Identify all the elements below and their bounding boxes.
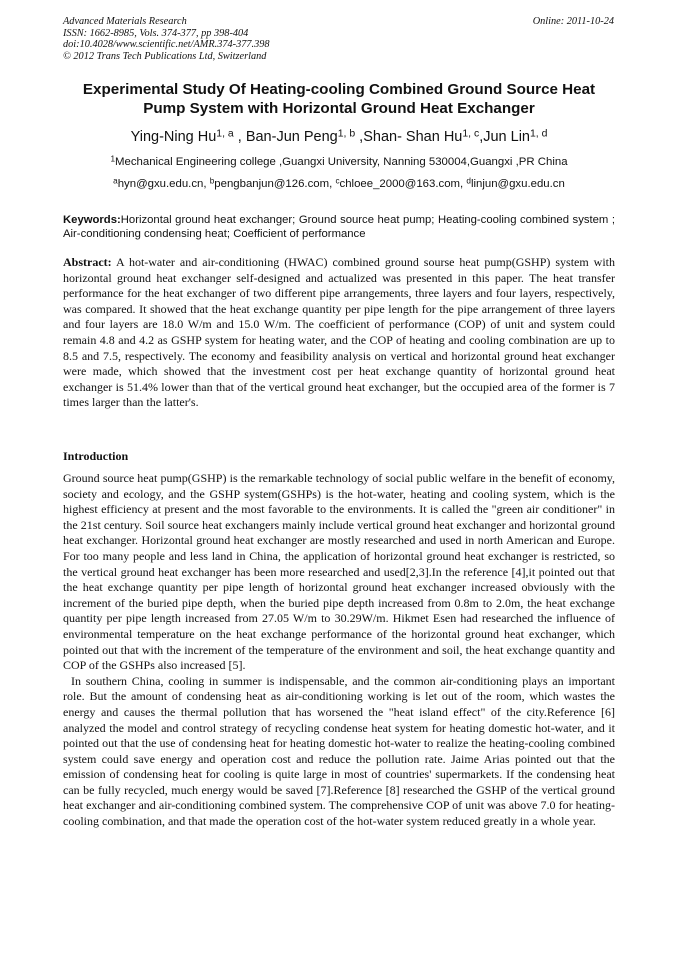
doi-line: doi:10.4028/www.scientific.net/AMR.374-377.398 <box>63 39 270 51</box>
email-superscript: b <box>209 176 215 186</box>
author-superscript: 1, d <box>529 128 548 140</box>
abstract-text: A hot-water and air-conditioning (HWAC) combined ground sourse heat pump(GSHP) system with horizontal ground heat exchanger self-designed and actualized was presented in this paper. The heat transfer performance for the heat exchanger of two different pipe arrangements, three layers and four layers, respectively, was compared. It showed that the heat exchange quantity per pipe length for the pipe arrangement of three layers and four layers are 18.0 W/m and 15.0 W/m. The coefficient of performance (COP) of unit and system could remain 4.8 and 4.2 as GSHP system for heating water, and the COP of heating and cooling combination are up to 8.5 and 7.5, respectively. The economy and feasibility analysis on vertical and horizontal ground heat exchanger were made, which showed that the investment cost per heat exchange quantity of horizontal ground heat exchanger is 51.4% lower than that of the vertical ground heat exchanger, but the occupied area of the former is 7 times larger than the latter's. <box>63 255 615 410</box>
author-superscript: 1, c <box>462 128 480 140</box>
keywords-block <box>63 213 615 241</box>
copyright-line: © 2012 Trans Tech Publications Ltd, Switzerland <box>63 50 267 62</box>
introduction-heading: Introduction <box>63 449 129 463</box>
email-superscript: a <box>113 176 118 186</box>
email-link[interactable]: hyn@gxu.edu.cn <box>117 178 204 190</box>
email-superscript: c <box>335 176 340 186</box>
email-separator: , <box>203 178 210 190</box>
introduction-body <box>63 471 615 830</box>
keywords-label: Keywords: <box>63 214 121 226</box>
email-link[interactable]: chloee_2000@163.com <box>339 178 461 190</box>
abstract-block <box>63 255 615 411</box>
issn-line: ISSN: 1662-8985, Vols. 374-377, pp 398-404 <box>63 27 249 39</box>
email-separator: , <box>460 178 467 190</box>
email-superscript: d <box>466 176 471 186</box>
email-link[interactable]: pengbanjun@126.com <box>214 178 330 190</box>
author-name: Ying-Ning Hu <box>130 129 217 145</box>
email-list <box>63 177 615 191</box>
author-name: Ban-Jun Peng <box>245 129 338 145</box>
email-link[interactable]: linjun@gxu.edu.cn <box>470 178 565 190</box>
author-separator: , <box>479 129 484 145</box>
author-separator: , <box>233 129 246 145</box>
author-superscript: 1, b <box>337 128 356 140</box>
affiliation-superscript: 1 <box>110 154 116 164</box>
body-paragraph: Ground source heat pump(GSHP) is the remarkable technology of social public welfare in the benefit of economy, society and ecology, and the GSHP system(GSHPs) is the hot-water, heating and cooling system, which is the highest efficiency at present and the most favorable to the environments. It is called the "green air conditioner" in the 21st century. Soil source heat exchangers mainly include vertical ground heat exchanger and horizontal ground heat exchanger. Horizontal ground heat exchanger are mostly researched and used in north American and Europe. For too many people and less land in China, the application of horizontal ground heat exchanger is restricted, so the vertical ground heat exchanger has been more researched and used[2,3].In the reference [4],it pointed out that the heat exchange quantity per pipe length of horizontal ground heat exchanger increased obviously with the increment of the buried pipe depth, when the buried pipe depth increased from 0.8m to 2.0m, the heat exchange quantity per pipe length increased from 27.05 W/m to 30.29W/m. Hikmet Esen had researched the influence of environmental temperature on the heat exchange performance of the horizontal ground heat exchanger, which pointed out that with the increment of the temperature of the environment and soil, the heat exchange quantity and COP of the GSHPs also increased [5]. <box>63 471 615 673</box>
abstract-label: Abstract: <box>63 255 112 269</box>
author-list <box>63 128 615 146</box>
online-date: Online: 2011-10-24 <box>532 16 614 27</box>
keywords-text: Horizontal ground heat exchanger; Ground source heat pump; Heating-cooling combined system ; Air-conditioning condensing heat; Coefficient of performance <box>63 214 615 240</box>
affiliation <box>63 155 615 169</box>
paper-title: Experimental Study Of Heating-cooling Combined Ground Source Heat Pump System with Horizontal Ground Heat Exchanger <box>82 81 596 117</box>
body-paragraph: In southern China, cooling in summer is indispensable, and the common air-conditioning plays an important role. But the amount of condensing heat as air-conditioning working is let out of the room, which wastes the energy and causes the thermal pollution that has worsened the "heat island effect" of the city.Reference [6] analyzed the model and control strategy of recycling condense heat system for heating domestic hot-water, and it pointed out that the use of condensing heat for heating domestic hot-water to realize the heating-cooling combined system could save energy and operation cost and reduce the pollution rate. Jaime Arias pointed out that the emission of condensing heat for cooling is quite large in most of countries' supermarkets. If the condensing heat can be fully recycled, much energy would be saved [7].Reference [8] researched the GSHP of the vertical ground heat exchanger and air-conditioning combined system. The comprehensive COP of unit was above 7.0 for heating-cooling combination, and that made the operation cost of the hot-water system reduced greatly in a whole year. <box>63 673 615 829</box>
author-separator: , <box>355 129 364 145</box>
email-separator: , <box>329 178 336 190</box>
author-superscript: 1, a <box>216 128 234 140</box>
journal-header <box>63 16 270 62</box>
author-name: Shan- Shan Hu <box>363 129 463 145</box>
author-name: Jun Lin <box>483 129 530 145</box>
journal-name: Advanced Materials Research <box>63 16 187 27</box>
affiliation-text: Mechanical Engineering college ,Guangxi University, Nanning 530004,Guangxi ,PR China <box>115 156 568 168</box>
